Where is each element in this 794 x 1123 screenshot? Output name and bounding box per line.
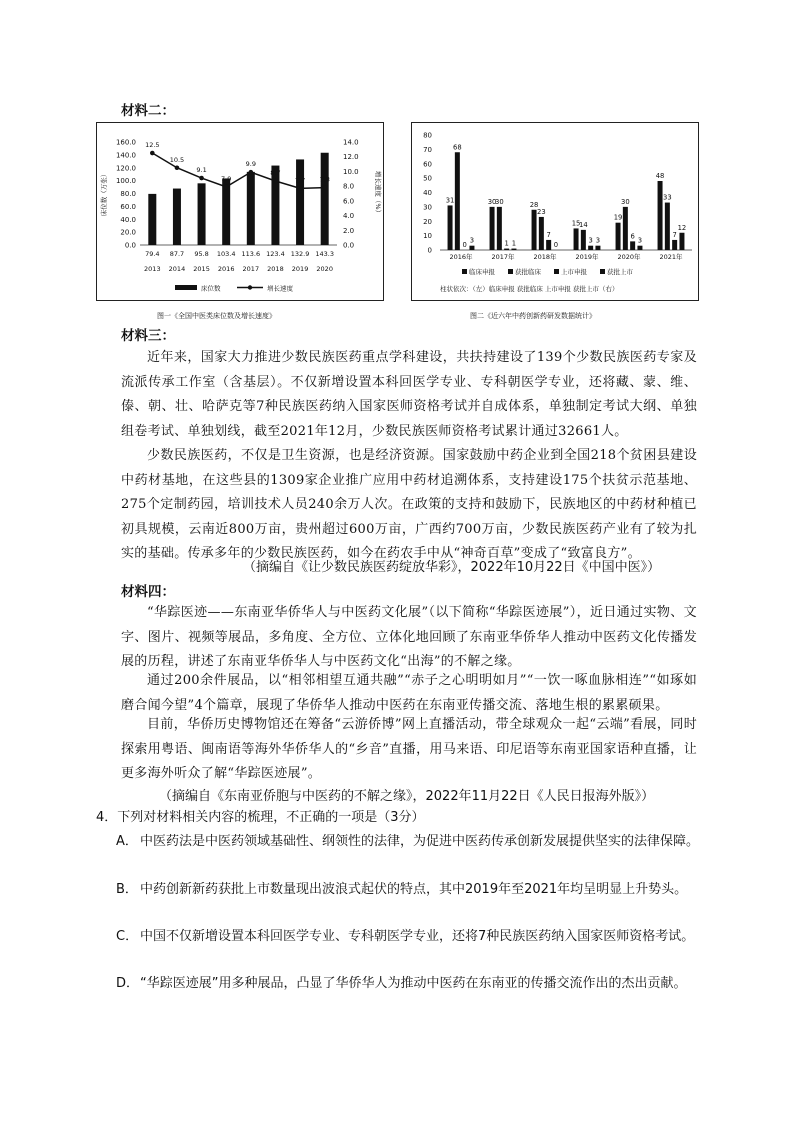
option-b-text: 中药创新新药获批上市数量现出波浪式起伏的特点，其中2019年至2021年均呈明显上升势头。 [140,882,688,897]
material3-paragraph-2: 少数民族医药，不仅是卫生资源，也是经济资源。国家鼓励中药企业到全国218个贫困县建设中药材基地，在这些县的1309家企业推广应用中药材追溯体系，支持建设175个扶贫示范基地、275个定制药园，培训技术人员240余万人次。在政策的支持和鼓励下，民族地区的中药材种植已初具规模，云南近800万亩，贵州超过600万亩，广西约700万亩，少数民族医药产业有了较为扎实的基础。传承多年的少数民族医药，如今在药农手中从“神奇百草”变成了“致富良方”。 [121,448,697,561]
chart1-legend-line-marker [248,285,252,289]
chart2-bar-2 [497,207,502,250]
chart2-legend-swatch [462,269,467,274]
chart2-bar-value-label: 23 [537,207,546,216]
chart2-bar-value-label: 3 [469,236,475,245]
chart2-y-tick-label: 40 [423,189,432,197]
chart1-bar-value-label: 79.4 [145,250,160,258]
chart1-bar [247,172,255,245]
chart2-x-tick-label: 2020年 [617,253,641,261]
chart2-y-tick-label: 10 [423,232,432,241]
chart2-y-tick-label: 50 [423,174,432,183]
chart1-bar-value-label: 123.4 [266,250,285,258]
material3-source: （摘编自《让少数民族医药绽放华彩》，2022年10月22日《中国中医》） [243,560,661,575]
chart2-bar-4 [511,249,516,250]
question-stem: 4．下列对材料相关内容的梳理，不正确的一项是（3分） [96,810,425,825]
chart2-x-tick-label: 2017年 [491,253,515,261]
chart1-bar-value-label: 143.3 [315,250,334,258]
chart1-x-tick-label: 2015 [193,265,210,273]
chart2-bar-1 [532,210,537,250]
chart1-left-tick-label: 0.0 [124,241,136,250]
chart2-bar-value-label: 6 [630,232,635,241]
chart2-bar-value-label: 33 [663,193,672,202]
chart2-order-note: 柱状依次：（左）临床申报 获批临床 上市申报 获批上市（右） [440,285,619,293]
chart1-line-point [322,185,327,190]
chart2-bar-2 [455,152,460,250]
chart2-bar-value-label: 12 [677,223,687,232]
chart2-x-tick-label: 2021年 [659,253,683,261]
chart2-bar-1 [616,223,621,250]
material3-heading: 材料三： [121,328,175,344]
option-b[interactable] [116,878,704,902]
chart1-right-tick-label: 12.0 [343,153,359,162]
option-d-text: “华踪医迹展”用多种展品，凸显了华侨华人为推动中医药在东南亚的传播交流作出的杰出贡献。 [140,976,687,991]
chart1-left-tick-label: 140.0 [115,151,136,160]
option-c-text: 中国不仅新增设置本科回医学专业、专科朝医学专业，还将7种民族医药纳入国家医师资格考试。 [140,929,695,944]
chart1-x-tick-label: 2019 [291,265,309,273]
chart2-bar-value-label: 14 [579,220,588,229]
chart1-caption: 图一《全国中医类床位数及增长速度》 [157,312,276,320]
chart1-right-tick-label: 2.0 [343,226,355,235]
chart2-bar-value-label: 30 [621,197,630,206]
material4-paragraph-2: 通过200余件展品，以“相邻相望互通共融”“赤子之心明明如月”“一饮一啄血脉相连”“如琢如磨合闻今望”4个篇章，展现了华侨华人推动中医药在东南亚传播交流、落地生根的累累硕果。 [121,673,697,713]
chart1-left-tick-label: 100.0 [115,177,136,186]
chart2-bar-value-label: 3 [637,236,643,245]
chart2-bar-3 [588,246,593,250]
option-a-key: A． [116,834,138,849]
chart1-bar [198,183,206,245]
chart1-left-tick-label: 80.0 [120,190,136,198]
material4-source: （摘编自《东南亚侨胞与中医药的不解之缘》，2022年11月22日《人民日报海外版》） [159,789,655,804]
chart1-right-tick-label: 10.0 [343,167,359,176]
chart1-line-point [249,170,254,175]
material2-heading: 材料二： [121,103,175,119]
chart1-line-point [273,179,278,184]
chart2-y-tick-label: 20 [423,217,432,226]
chart1-bar [296,159,304,245]
chart2-bar-2 [581,230,586,250]
chart1-left-tick-label: 40.0 [120,215,136,224]
chart2-bar-value-label: 28 [529,200,539,209]
material4-paragraph-1: “华踪医迹——东南亚华侨华人与中医药文化展”（以下简称“华踪医迹展”），近日通过实物、文字、图片、视频等展品，多角度、全方位、立体化地回顾了东南亚华侨华人推动中医药文化传播发展的历程，讲述了东南亚华侨华人与中医药文化“出海”的不解之缘。 [121,605,697,669]
chart2-legend-swatch [554,269,559,274]
chart2-legend-label: 上市申报 [561,268,587,276]
chart2-bar-4 [595,246,600,250]
chart2-bar-1 [490,207,495,250]
chart2-svg [412,123,698,300]
chart1-legend-bar-swatch [175,285,197,290]
chart2-bar-value-label: 19 [613,213,623,222]
chart1-x-tick-label: 2013 [144,265,161,273]
chart1-line-point [199,176,204,181]
chart2-x-tick-label: 2019年 [575,253,599,261]
chart2-bar-value-label: 15 [571,219,581,228]
chart1-bar-value-label: 103.4 [216,250,236,258]
chart2-bar-3 [546,240,551,250]
chart2-y-tick-label: 0 [427,246,432,255]
chart2-bar-value-label: 1 [511,239,517,248]
option-c[interactable] [116,925,704,949]
chart1-left-tick-label: 20.0 [120,228,136,237]
chart2-legend-swatch [600,269,605,274]
chart2-bar-2 [665,203,670,250]
chart1-line-value-label: 8.7 [270,168,281,177]
chart1-line-value-label: 9.1 [196,166,207,175]
chart1-line-value-label: 7.7 [294,176,306,185]
chart2-bar-value-label: 30 [495,197,504,206]
chart2-bar-3 [630,241,635,250]
chart1-legend-line-label: 增长速度 [267,284,293,293]
material4-heading: 材料四： [121,584,175,600]
chart2-y-tick-label: 80 [423,131,432,140]
chart1-frame [96,122,384,301]
option-a[interactable] [116,830,704,854]
chart1-left-tick-label: 120.0 [115,164,136,173]
chart2-bar-value-label: 0 [462,241,467,249]
chart1-right-tick-label: 14.0 [343,138,359,147]
chart1-line-value-label: 7.9 [221,174,232,183]
chart1-line-value-label: 7.8 [319,175,330,184]
chart1-x-tick-label: 2014 [168,265,186,273]
chart1-left-tick-label: 160.0 [115,138,136,147]
chart1-bar [173,189,181,245]
chart2-bar-1 [448,205,453,250]
chart1-right-tick-label: 0.0 [343,241,355,250]
chart2-bar-value-label: 31 [445,196,455,205]
chart1-line-point [224,185,229,190]
chart2-legend-swatch [508,269,513,274]
chart1-right-tick-label: 6.0 [343,197,355,206]
chart2-caption: 图二《近六年中药创新药研发数据统计》 [470,312,596,320]
chart2-y-tick-label: 70 [423,145,432,154]
chart2-bar-3 [672,240,677,250]
chart1-bar [321,153,329,245]
chart1-bar [148,194,156,245]
chart2-bar-value-label: 0 [553,241,559,249]
material4-paragraph-3: 目前，华侨历史博物馆还在筹备“云游侨博”网上直播活动，带全球观众一起“云端”看展，同时探索用粤语、闽南语等海外华侨华人的“乡音”直播，用马来语、印尼语等东南亚国家语种直播，让更多海外听众了解“华踪医迹展”。 [121,717,697,781]
chart1-bar-value-label: 95.8 [194,250,209,258]
chart1-right-axis-title: 增长速度（%） [374,170,382,217]
chart2-legend-label: 获批临床 [515,268,541,276]
option-b-key: B． [116,882,138,897]
chart2-bar-value-label: 7 [672,230,677,239]
chart2-y-tick-label: 60 [423,160,432,169]
chart2-bar-4 [637,246,642,250]
chart1-line-point [298,186,303,191]
chart2-x-tick-label: 2018年 [533,253,557,261]
chart2-bar-4 [469,246,474,250]
chart1-line-value-label: 12.5 [145,141,160,150]
material3-paragraph-1: 近年来，国家大力推进少数民族医药重点学科建设，共扶持建设了139个少数民族医药专家及流派传承工作室（含基层）。不仅新增设置本科回医学专业、专科朝医学专业，还将藏、蒙、维、傣、朝、壮、哈萨克等7种民族医药纳入国家医师资格考试并自成体系，单独制定考试大纲、单独组卷考试、单独划线，截至2021年12月，少数民族医师资格考试累计通过32661人。 [121,350,697,439]
chart2-legend-label: 临床申报 [469,268,495,276]
chart1-line-value-label: 10.5 [169,155,185,164]
chart2-bar-4 [679,233,684,250]
chart1-right-tick-label: 8.0 [343,182,355,191]
chart1-left-axis-title: 床位数（万张） [100,170,108,217]
chart2-bar-2 [539,217,544,250]
chart1-x-tick-label: 2018 [267,265,284,273]
chart1-left-tick-label: 60.0 [120,202,136,211]
chart2-bar-value-label: 48 [655,172,665,180]
option-c-key: C． [116,929,139,944]
chart2-bar-value-label: 3 [588,236,593,245]
chart1-x-tick-label: 2016 [217,265,235,273]
chart2-bar-value-label: 68 [453,143,462,152]
chart2-bar-1 [574,228,579,250]
chart2-bar-3 [504,249,509,250]
option-a-text: 中医药法是中医药领域基础性、纲领性的法律，为促进中医药传承创新发展提供坚实的法律保障。 [140,834,700,849]
option-d-key: D． [116,976,140,991]
chart2-frame [411,122,699,301]
chart1-bar-value-label: 87.7 [169,250,185,258]
chart1-bar-value-label: 113.6 [241,250,261,258]
chart2-x-tick-label: 2016年 [449,253,473,261]
chart2-bar-value-label: 3 [595,236,601,245]
chart2-bar-1 [658,181,663,250]
chart2-bar-value-label: 7 [546,230,551,239]
chart2-y-tick-label: 30 [423,203,432,212]
chart1-legend-bar-label: 床位数 [201,284,221,293]
chart1-x-tick-label: 2020 [316,265,333,273]
chart1-x-tick-label: 2017 [242,265,260,273]
chart1-line-value-label: 9.9 [245,160,256,169]
chart1-line-point [175,165,180,170]
chart1-bar-value-label: 132.9 [290,250,310,258]
chart1-svg [97,123,383,300]
chart2-bar-value-label: 30 [487,197,497,206]
chart1-right-tick-label: 4.0 [343,212,355,221]
chart2-bar-2 [623,207,628,250]
chart2-legend-label: 获批上市 [607,268,633,276]
option-d[interactable] [116,972,704,996]
chart1-line-point [150,151,155,156]
chart2-bar-value-label: 1 [504,239,509,248]
chart1-bar [271,166,279,245]
